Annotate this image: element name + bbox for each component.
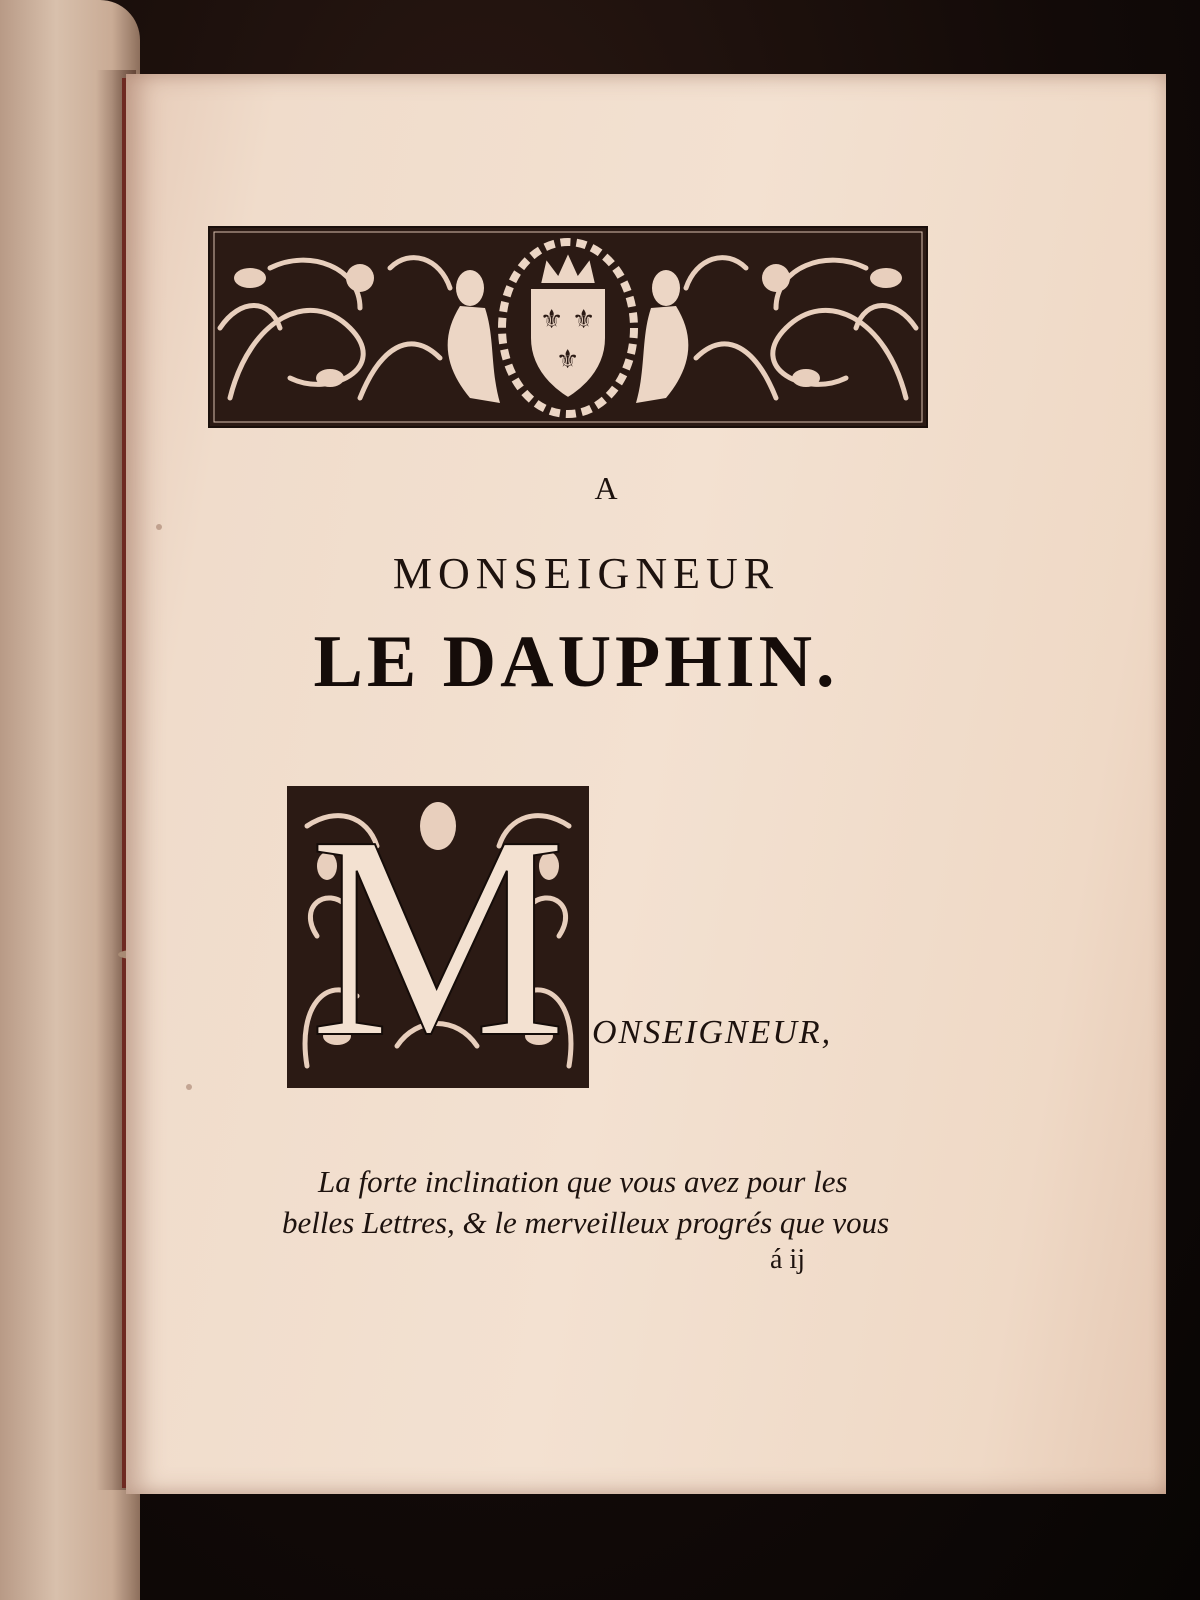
heading-le-dauphin: LE DAUPHIN. [313, 621, 839, 703]
signature-mark: á ij [770, 1244, 805, 1275]
heading-monseigneur: MONSEIGNEUR [392, 549, 780, 598]
decorated-initial [287, 776, 589, 1097]
body-line-2: belles Lettres, & le merveilleux progrés que vous [282, 1205, 890, 1240]
paper-speck [186, 1084, 192, 1090]
drop-cap-letter: M [309, 776, 567, 1097]
paper-speck [156, 524, 162, 530]
heading-a: A [594, 470, 622, 506]
greeting: ONSEIGNEUR, [592, 1014, 833, 1051]
svg-text:⚜: ⚜ [572, 305, 596, 335]
ornamental-headpiece-icon [210, 228, 926, 426]
svg-text:⚜: ⚜ [556, 345, 580, 375]
body-line-1: La forte inclination que vous avez pour les [318, 1164, 848, 1199]
svg-text:⚜: ⚜ [540, 305, 564, 335]
